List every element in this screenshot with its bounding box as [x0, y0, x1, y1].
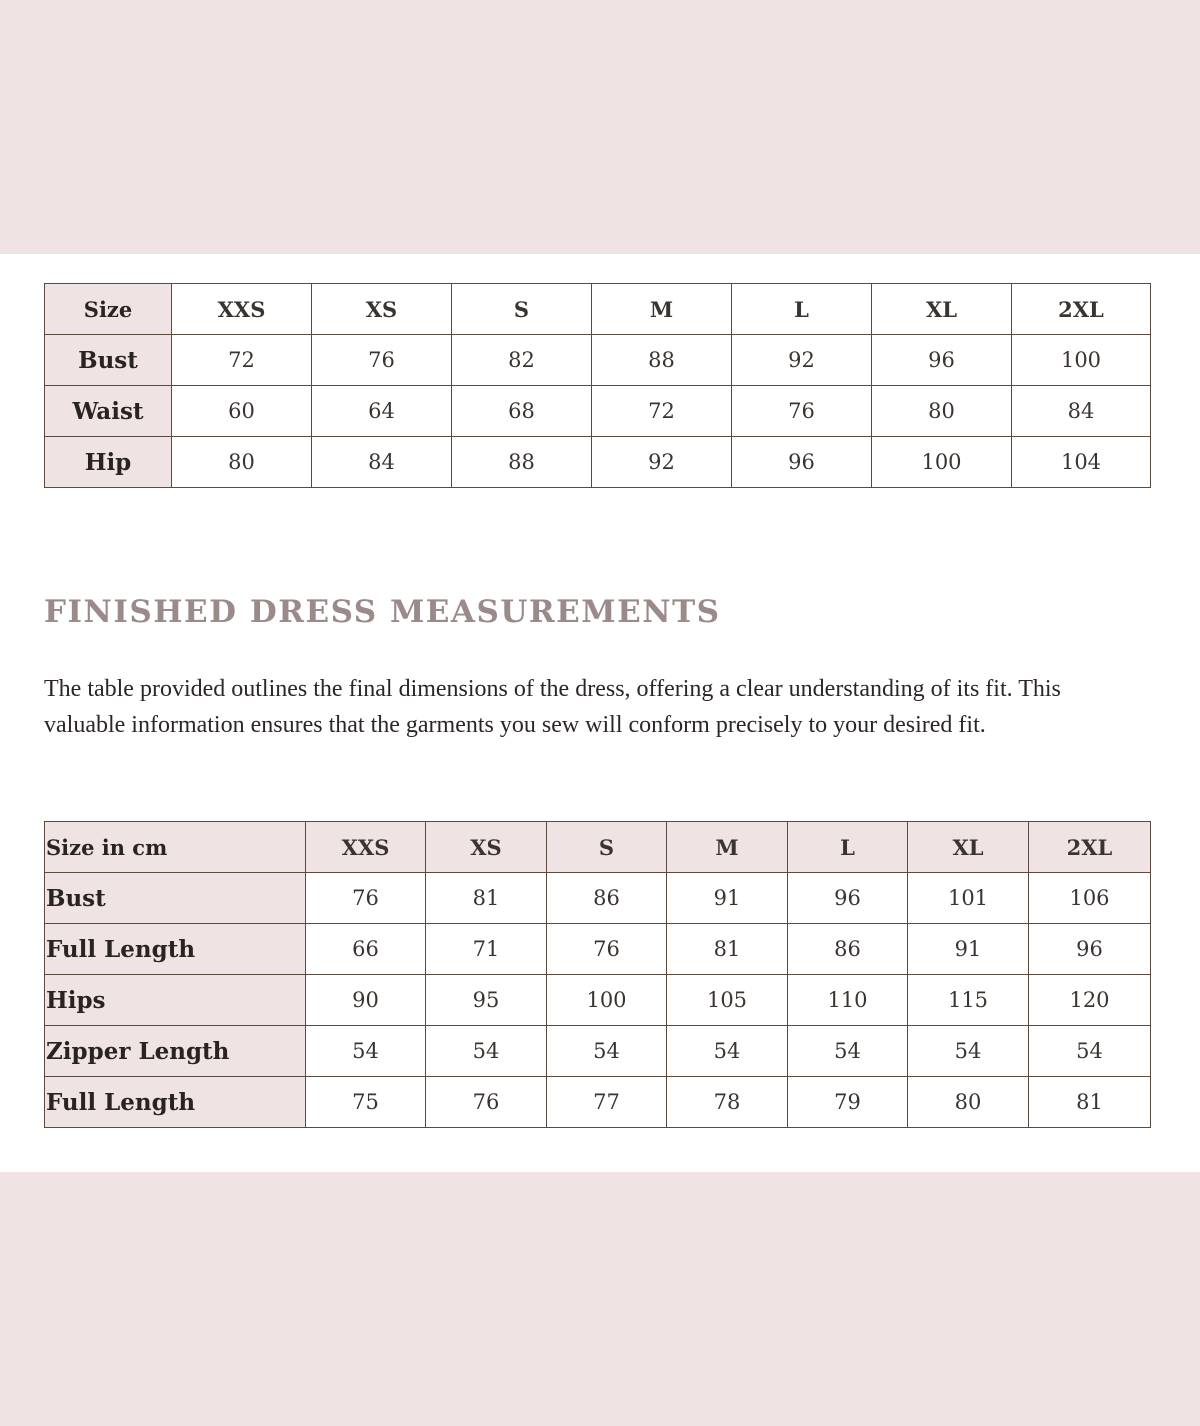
table-header-cell: Size: [45, 284, 172, 335]
table-cell: 120: [1029, 975, 1151, 1026]
table-header-cell: XL: [872, 284, 1012, 335]
table-cell: 80: [908, 1077, 1029, 1128]
table-cell: 76: [426, 1077, 547, 1128]
table-cell: 60: [172, 386, 312, 437]
table-row: [45, 1077, 1151, 1128]
table-cell: 54: [667, 1026, 788, 1077]
section-description: The table provided outlines the final dimensions of the dress, offering a clear understanding of its fit. This valuable information ensures that the garments you sew will conform precisely to your desired fit.: [44, 676, 1061, 738]
table-cell: 115: [908, 975, 1029, 1026]
table-cell: 80: [872, 386, 1012, 437]
table-header-cell: M: [592, 284, 732, 335]
table-cell: 66: [306, 924, 426, 975]
table-cell: 91: [667, 873, 788, 924]
section-title: FINISHED DRESS MEASUREMENTS: [44, 594, 721, 630]
table-cell: 54: [426, 1026, 547, 1077]
table-cell: 54: [547, 1026, 667, 1077]
table-row: [45, 924, 1151, 975]
table-cell: 54: [788, 1026, 908, 1077]
table-cell: 96: [732, 437, 872, 488]
table-cell: 54: [908, 1026, 1029, 1077]
table-header-cell: XXS: [306, 822, 426, 873]
table-cell: 71: [426, 924, 547, 975]
table-cell: 81: [667, 924, 788, 975]
table-row: [45, 386, 1151, 437]
table-cell: 54: [306, 1026, 426, 1077]
body-size-table: [44, 283, 1151, 488]
table-cell: 76: [547, 924, 667, 975]
table-cell: 76: [306, 873, 426, 924]
table-cell: 92: [592, 437, 732, 488]
table-cell: 100: [547, 975, 667, 1026]
table-cell: 106: [1029, 873, 1151, 924]
table-header-cell: 2XL: [1012, 284, 1151, 335]
table-cell: 81: [426, 873, 547, 924]
table-header-cell: XL: [908, 822, 1029, 873]
table-header-row: [45, 284, 1151, 335]
table-header-cell: Size in cm: [45, 822, 306, 873]
table-row: [45, 873, 1151, 924]
row-label: Bust: [45, 873, 306, 924]
table-cell: 75: [306, 1077, 426, 1128]
table-cell: 105: [667, 975, 788, 1026]
table-cell: 92: [732, 335, 872, 386]
table-cell: 84: [1012, 386, 1151, 437]
table-cell: 82: [452, 335, 592, 386]
table-cell: 96: [872, 335, 1012, 386]
table-row: [45, 437, 1151, 488]
table-cell: 88: [452, 437, 592, 488]
row-label: Bust: [45, 335, 172, 386]
table-cell: 104: [1012, 437, 1151, 488]
table-cell: 110: [788, 975, 908, 1026]
table-cell: 77: [547, 1077, 667, 1128]
table-cell: 100: [872, 437, 1012, 488]
table-header-cell: XS: [426, 822, 547, 873]
table-cell: 84: [312, 437, 452, 488]
row-label: Full Length: [45, 924, 306, 975]
table-cell: 91: [908, 924, 1029, 975]
table-cell: 86: [788, 924, 908, 975]
table-header-cell: XS: [312, 284, 452, 335]
table-row: [45, 335, 1151, 386]
table-cell: 78: [667, 1077, 788, 1128]
table-cell: 101: [908, 873, 1029, 924]
table-cell: 68: [452, 386, 592, 437]
table-header-cell: XXS: [172, 284, 312, 335]
table-cell: 90: [306, 975, 426, 1026]
table-cell: 64: [312, 386, 452, 437]
row-label: Full Length: [45, 1077, 306, 1128]
table-cell: 81: [1029, 1077, 1151, 1128]
table-header-cell: S: [452, 284, 592, 335]
finished-measurements-table: [44, 821, 1151, 1128]
table-header-row: [45, 822, 1151, 873]
table-header-cell: S: [547, 822, 667, 873]
row-label: Hips: [45, 975, 306, 1026]
table-cell: 76: [312, 335, 452, 386]
table-cell: 96: [1029, 924, 1151, 975]
table-row: [45, 1026, 1151, 1077]
row-label: Waist: [45, 386, 172, 437]
table-cell: 72: [592, 386, 732, 437]
table-cell: 79: [788, 1077, 908, 1128]
table-cell: 80: [172, 437, 312, 488]
table-cell: 72: [172, 335, 312, 386]
table-cell: 100: [1012, 335, 1151, 386]
table-cell: 96: [788, 873, 908, 924]
table-cell: 86: [547, 873, 667, 924]
table-header-cell: L: [788, 822, 908, 873]
table-cell: 88: [592, 335, 732, 386]
table-cell: 76: [732, 386, 872, 437]
table-cell: 95: [426, 975, 547, 1026]
document-page: [0, 254, 1200, 1172]
row-label: Hip: [45, 437, 172, 488]
table-header-cell: L: [732, 284, 872, 335]
table-cell: 54: [1029, 1026, 1151, 1077]
row-label: Zipper Length: [45, 1026, 306, 1077]
table-row: [45, 975, 1151, 1026]
table-header-cell: M: [667, 822, 788, 873]
table-header-cell: 2XL: [1029, 822, 1151, 873]
